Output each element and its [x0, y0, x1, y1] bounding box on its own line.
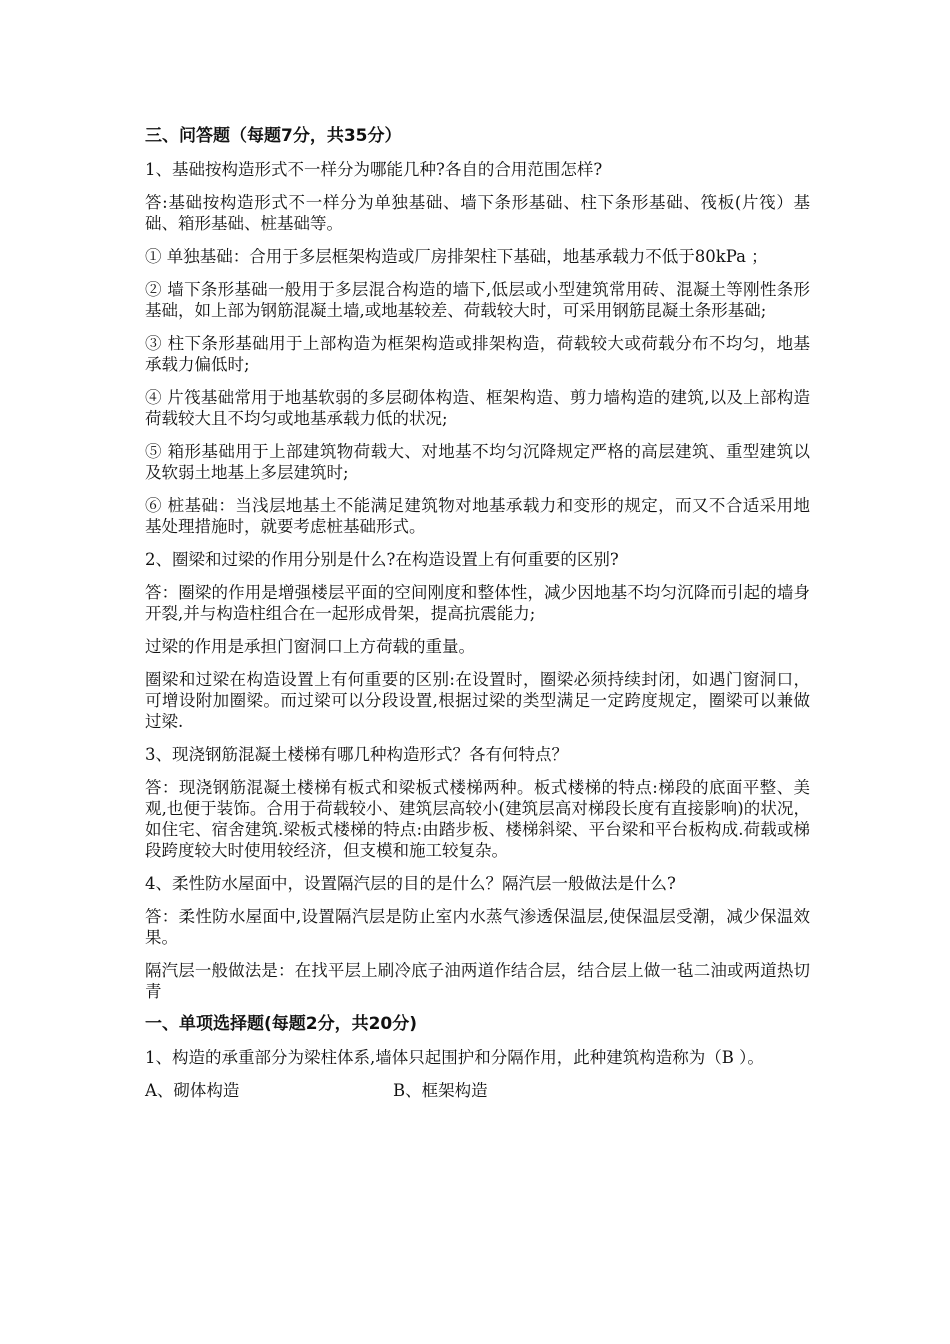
- choice-options: [145, 1080, 810, 1101]
- answer-4-part-1: 答：柔性防水屋面中,设置隔汽层是防止室内水蒸气渗透保温层,使保温层受潮，减少保温效果。: [145, 907, 810, 947]
- answer-2-part-3: 圈梁和过梁在构造设置上有何重要的区别:在设置时，圈梁必须持续封闭，如遇门窗洞口，可增设附加圈梁。而过梁可以分段设置,根据过梁的类型满足一定跨度规定，圈梁可以兼做过梁.: [145, 670, 810, 731]
- answer-1-item-1: ① 单独基础：合用于多层框架构造或厂房排架柱下基础，地基承载力不低于80kPa ；: [145, 247, 768, 266]
- section-title-single-choice: 一、单项选择题(每题2分，共20分): [145, 1014, 418, 1034]
- answer-2-part-1: 答：圈梁的作用是增强楼层平面的空间刚度和整体性，减少因地基不均匀沉降而引起的墙身开裂,并与构造柱组合在一起形成骨架，提高抗震能力;: [145, 583, 810, 623]
- answer-1-item-5: ⑤ 箱形基础用于上部建筑物荷载大、对地基不均匀沉降规定严格的高层建筑、重型建筑以及软弱土地基上多层建筑时;: [145, 442, 810, 482]
- question-4: 4、柔性防水屋面中，设置隔汽层的目的是什么？隔汽层一般做法是什么?: [145, 874, 676, 893]
- option-a: A、砌体构造: [145, 1081, 240, 1100]
- answer-1-item-6: ⑥ 桩基础：当浅层地基土不能满足建筑物对地基承载力和变形的规定，而又不合适采用地基处理措施时，就要考虑桩基础形式。: [145, 496, 810, 536]
- answer-1-item-2: ② 墙下条形基础一般用于多层混合构造的墙下,低层或小型建筑常用砖、混凝土等刚性条形基础，如上部为钢筋混凝土墙,或地基较差、荷载较大时，可采用钢筋昆凝土条形基础;: [145, 280, 810, 320]
- answer-1-item-4: ④ 片筏基础常用于地基软弱的多层砌体构造、框架构造、剪力墙构造的建筑,以及上部构造荷载较大且不均匀或地基承载力低的状况;: [145, 388, 810, 428]
- section-title-qa: 三、问答题（每题7分，共35分）: [145, 126, 402, 146]
- answer-2-part-2: 过梁的作用是承担门窗洞口上方荷载的重量。: [145, 637, 475, 656]
- choice-question-1: 1、构造的承重部分为梁柱体系,墙体只起围护和分隔作用，此种建筑构造称为（B ）。: [145, 1048, 764, 1067]
- answer-4-part-2: 隔汽层一般做法是：在找平层上刷冷底子油两道作结合层，结合层上做一毡二油或两道热切青: [145, 961, 810, 1001]
- question-2: 2、圈梁和过梁的作用分别是什么?在构造设置上有何重要的区别?: [145, 550, 619, 569]
- option-b: B、框架构造: [393, 1081, 488, 1100]
- question-1: 1、基础按构造形式不一样分为哪能几种?各自的合用范围怎样?: [145, 160, 603, 179]
- answer-1-item-3: ③ 柱下条形基础用于上部构造为框架构造或排架构造，荷载较大或荷载分布不均匀，地基承载力偏低时;: [145, 334, 810, 374]
- question-3: 3、现浇钢筋混凝土楼梯有哪几种构造形式？各有何特点？: [145, 745, 568, 764]
- answer-3: 答：现浇钢筋混凝土楼梯有板式和梁板式楼梯两种。板式楼梯的特点:梯段的底面平整、美观,也便于装饰。合用于荷载较小、建筑层高较小(建筑层高对梯段长度有直接影响)的状况，如住宅、宿舍建筑.梁板式楼梯的特点:由踏步板、楼梯斜梁、平台梁和平台板构成.荷载或梯段跨度较大时使用较经济，但支模和施工较复杂。: [145, 778, 810, 860]
- answer-1: 答:基础按构造形式不一样分为单独基础、墙下条形基础、柱下条形基础、筏板(片筏）基础、箱形基础、桩基础等。: [145, 193, 810, 233]
- document-page: [145, 118, 810, 1101]
